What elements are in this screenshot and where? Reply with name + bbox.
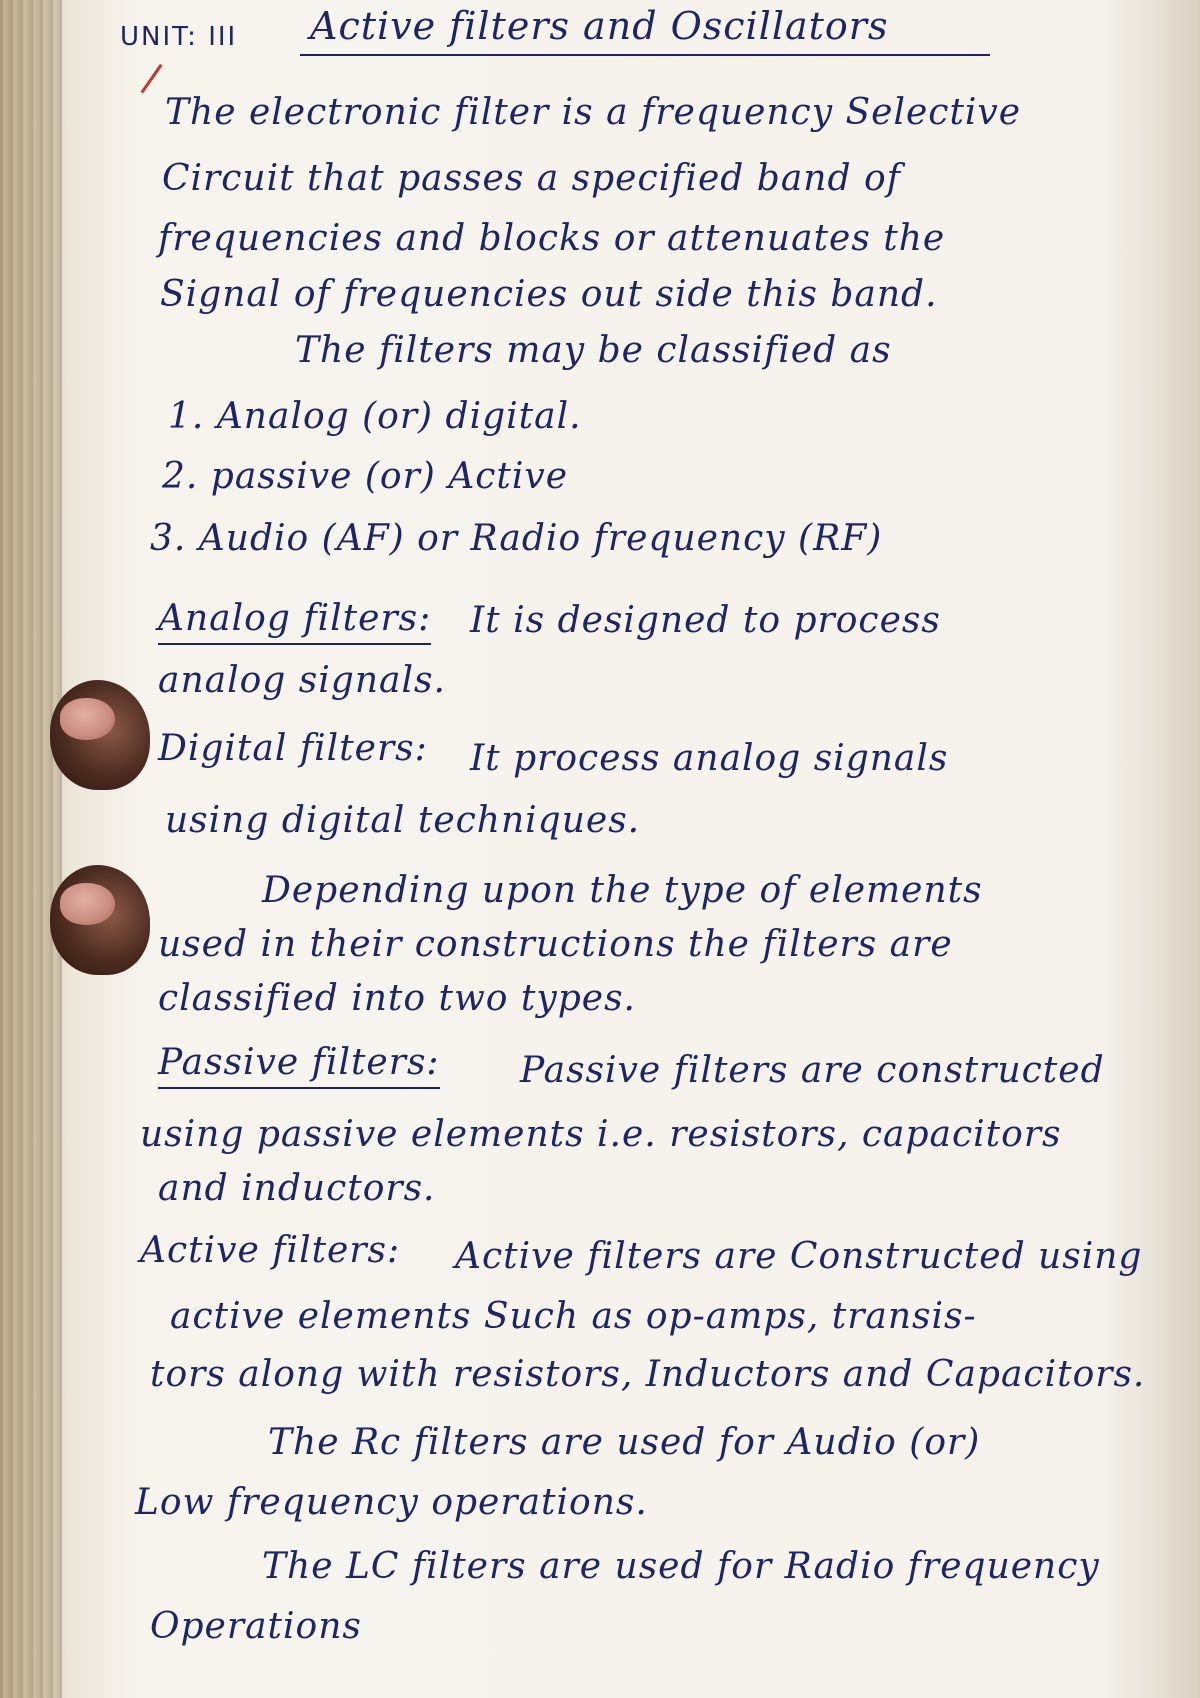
intro-line-4: Signal of frequencies out side this band. [160, 274, 938, 315]
intro-line-5: The filters may be classified as [295, 330, 892, 371]
rc-filters-line-1: The Rc filters are used for Audio (or) [268, 1422, 981, 1463]
page-title: Active filters and Oscillators [310, 4, 889, 48]
finger-top-image [50, 680, 150, 790]
passive-filters-text-3: and inductors. [158, 1168, 436, 1209]
active-filters-text-1: Active filters are Constructed using [455, 1236, 1143, 1277]
rc-filters-line-2: Low frequency operations. [135, 1482, 648, 1523]
classification-3: 3. Audio (AF) or Radio frequency (RF) [150, 518, 883, 559]
analog-filters-text-2: analog signals. [158, 660, 446, 701]
finger-bottom-image [50, 865, 150, 975]
unit-label: UNIT: III [120, 22, 238, 52]
title-underline [300, 54, 990, 56]
fingernail-top [60, 698, 115, 740]
passive-filters-term: Passive filters: [158, 1042, 440, 1089]
active-filters-text-3: tors along with resistors, Inductors and Capacitors. [150, 1354, 1146, 1395]
depending-line-3: classified into two types. [158, 978, 636, 1019]
analog-filters-term: Analog filters: [158, 598, 431, 645]
intro-line-2: Circuit that passes a specified band of [162, 158, 901, 199]
digital-filters-term: Digital filters: [158, 728, 428, 769]
analog-filters-text-1: It is designed to process [470, 600, 941, 641]
depending-line-2: used in their constructions the filters are [158, 924, 953, 965]
lc-filters-line-1: The LC filters are used for Radio frequency [262, 1546, 1100, 1587]
intro-line-1: The electronic filter is a frequency Selective [165, 92, 1022, 133]
page-binding-edge [0, 0, 62, 1698]
digital-filters-text-2: using digital techniques. [165, 800, 641, 841]
passive-filters-text-2: using passive elements i.e. resistors, capacitors [140, 1114, 1062, 1155]
fingernail-bottom [60, 883, 115, 925]
passive-filters-text-1: Passive filters are constructed [520, 1050, 1105, 1091]
active-filters-term: Active filters: [140, 1230, 401, 1271]
active-filters-text-2: active elements Such as op-amps, transis- [170, 1296, 977, 1337]
digital-filters-text-1: It process analog signals [470, 738, 949, 779]
intro-line-3: frequencies and blocks or attenuates the [158, 218, 946, 259]
classification-2: 2. passive (or) Active [162, 456, 569, 497]
classification-1: 1. Analog (or) digital. [168, 396, 582, 437]
lc-filters-line-2: Operations [150, 1606, 362, 1647]
depending-line-1: Depending upon the type of elements [262, 870, 983, 911]
